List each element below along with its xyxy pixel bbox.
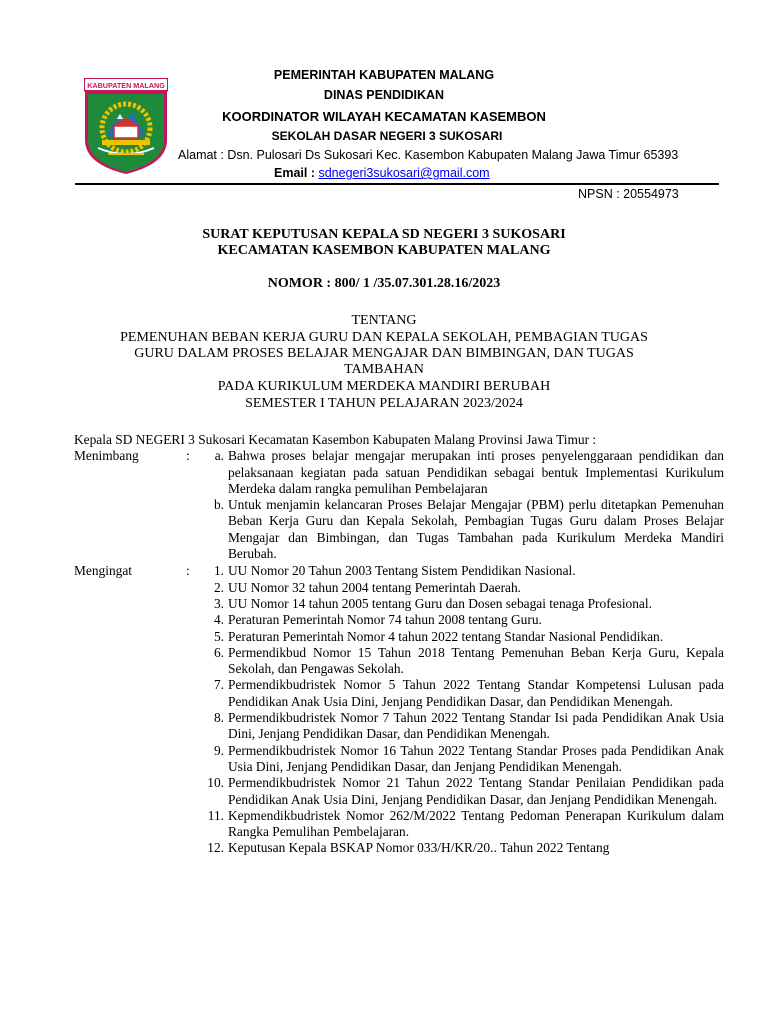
item-text: UU Nomor 20 Tahun 2003 Tentang Sistem Pendidikan Nasional.	[228, 563, 576, 579]
item-marker: 2.	[213, 579, 224, 595]
list-item	[202, 710, 724, 743]
mengingat-list	[202, 563, 724, 856]
list-item	[202, 497, 724, 562]
tentang-line-4: PADA KURIKULUM MERDEKA MANDIRI BERUBAH	[217, 379, 551, 394]
mengingat-section	[74, 563, 724, 856]
list-item	[202, 743, 724, 776]
decree-body	[74, 432, 724, 857]
item-text: Bahwa proses belajar mengajar merupakan inti proses penyelenggaraan pendidikan dan pelaksanaan kegiatan pada satuan Pendidikan sebagai bentuk Implementasi Kurikulum Merdeka dalam rangka pemulihan Pembelajaran	[228, 448, 724, 496]
decree-number: NOMOR : 800/ 1 /35.07.301.28.16/2023	[267, 276, 501, 291]
school-address: Alamat : Dsn. Pulosari Ds Sukosari Kec. Kasembon Kabupaten Malang Jawa Timur 65393	[178, 148, 679, 162]
item-marker: 1.	[213, 563, 224, 579]
menimbang-section	[74, 448, 724, 562]
list-item	[202, 448, 724, 497]
kabupaten-malang-emblem-icon	[84, 78, 168, 174]
list-item	[202, 677, 724, 710]
government-name: PEMERINTAH KABUPATEN MALANG	[273, 68, 495, 82]
item-text: UU Nomor 32 tahun 2004 tentang Pemerintah Daerah.	[228, 579, 522, 595]
item-marker: 7.	[213, 677, 224, 693]
letterhead-divider	[75, 183, 719, 185]
letterhead	[0, 0, 768, 210]
tentang-line-2: GURU DALAM PROSES BELAJAR MENGAJAR DAN BIMBINGAN, DAN TUGAS	[134, 346, 634, 361]
item-text: Keputusan Kepala BSKAP Nomor 033/H/KR/20.. Tahun 2022 Tentang	[228, 840, 610, 856]
list-item	[202, 629, 724, 645]
item-marker: 8.	[213, 710, 224, 726]
school-name: SEKOLAH DASAR NEGERI 3 SUKOSARI	[271, 129, 503, 143]
list-item	[202, 580, 724, 596]
email-label: Email :	[274, 166, 319, 180]
item-text: UU Nomor 14 tahun 2005 tentang Guru dan Dosen sebagai tenaga Profesional.	[228, 595, 652, 611]
decree-title-line-2: KECAMATAN KASEMBON KABUPATEN MALANG	[217, 243, 551, 258]
intro-statement: Kepala SD NEGERI 3 Sukosari Kecamatan Kasembon Kabupaten Malang Provinsi Jawa Timur :	[74, 432, 597, 447]
item-marker: 6.	[213, 644, 224, 660]
menimbang-list	[202, 448, 724, 562]
item-text: Kepmendikbudristek Nomor 262/M/2022 Tentang Pedoman Penerapan Kurikulum dalam Rangka Pemulihan Pembelajaran.	[228, 807, 724, 840]
item-marker: 9.	[213, 742, 224, 758]
list-item	[202, 612, 724, 628]
item-marker: 4.	[213, 612, 224, 628]
logo-caption: KABUPATEN MALANG	[87, 81, 165, 90]
tentang-line-5: SEMESTER I TAHUN PELAJARAN 2023/2024	[245, 396, 523, 411]
menimbang-colon: :	[186, 448, 190, 464]
item-text: Untuk menjamin kelancaran Proses Belajar Mengajar (PBM) perlu ditetapkan Pemenuhan Beban Kerja Guru dan Kepala Sekolah, Pembagian Tugas Guru dalam Proses Belajar Mengajar dan Bimbingan, dan Tugas Tambahan pada Kurikulum Merdeka Mandiri Berubah.	[228, 497, 724, 562]
item-text: Peraturan Pemerintah Nomor 74 tahun 2008 tentang Guru.	[228, 612, 542, 628]
item-text: Peraturan Pemerintah Nomor 4 tahun 2022 tentang Standar Nasional Pendidikan.	[228, 628, 664, 644]
item-text: Permendikbudristek Nomor 21 Tahun 2022 Tentang Standar Penilaian Pendidikan pada Pendidikan Anak Usia Dini, Jenjang Pendidikan Dasar, dan Jenjang Pendidikan Menengah.	[228, 775, 724, 807]
item-marker: 12.	[207, 840, 224, 856]
item-text: Permendikbudristek Nomor 7 Tahun 2022 Tentang Standar Isi pada Pendidikan Anak Usia Dini, Jenjang Pendidikan Dasar, dan Pendidikan Menengah.	[228, 710, 724, 742]
mengingat-label: Mengingat	[74, 563, 133, 579]
coordinator-name: KOORDINATOR WILAYAH KECAMATAN KASEMBON	[222, 109, 546, 124]
mengingat-colon: :	[186, 563, 190, 579]
list-item	[202, 645, 724, 678]
item-marker: b.	[213, 497, 224, 513]
npsn-number: NPSN : 20554973	[578, 187, 679, 201]
item-marker: 10.	[207, 775, 224, 791]
item-text: Permendikbud Nomor 15 Tahun 2018 Tentang Pemenuhan Beban Kerja Guru, Kepala Sekolah, dan Pengawas Sekolah.	[228, 644, 724, 677]
email-link[interactable]: sdnegeri3sukosari@gmail.com	[318, 166, 490, 180]
tentang-line-1: PEMENUHAN BEBAN KERJA GURU DAN KEPALA SEKOLAH, PEMBAGIAN TUGAS	[120, 330, 648, 345]
email-line	[274, 166, 490, 180]
list-item	[202, 808, 724, 841]
item-text: Permendikbudristek Nomor 5 Tahun 2022 Tentang Standar Kompetensi Lulusan pada Pendidikan Anak Usia Dini, Jenjang Pendidikan Dasar, dan Pendidikan Menengah.	[228, 677, 724, 709]
list-item	[202, 563, 724, 579]
department-name: DINAS PENDIDIKAN	[323, 88, 445, 102]
list-item	[202, 775, 724, 808]
tentang-label: TENTANG	[351, 313, 417, 328]
item-marker: 11.	[207, 807, 224, 823]
decree-title-line-1: SURAT KEPUTUSAN KEPALA SD NEGERI 3 SUKOSARI	[202, 227, 566, 242]
item-marker: 3.	[213, 595, 224, 611]
list-item	[202, 840, 724, 856]
list-item	[202, 596, 724, 612]
item-marker: a.	[214, 448, 224, 464]
menimbang-label: Menimbang	[74, 448, 139, 464]
item-text: Permendikbudristek Nomor 16 Tahun 2022 Tentang Standar Proses pada Pendidikan Anak Usia Dini, Jenjang Pendidikan Dasar, dan Jenjang Pendidikan Menengah.	[228, 742, 724, 774]
item-marker: 5.	[213, 628, 224, 644]
tentang-line-3: TAMBAHAN	[344, 362, 424, 377]
